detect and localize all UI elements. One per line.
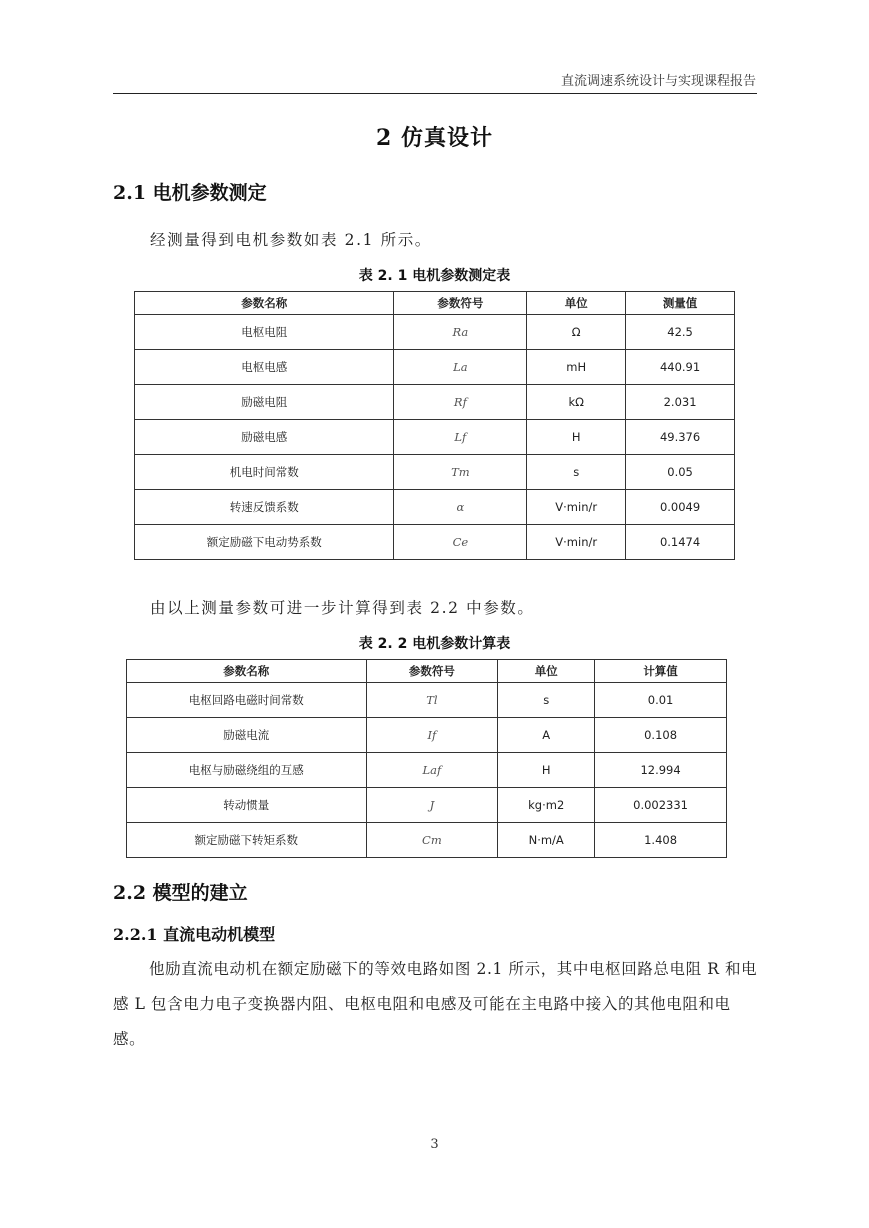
param-name: 额定励磁下转矩系数 <box>127 823 367 858</box>
param-symbol: Ra <box>394 315 527 350</box>
table-row <box>127 753 727 788</box>
param-value: 0.002331 <box>595 788 727 823</box>
paragraph-text: 他励直流电动机在额定励磁下的等效电路如图 2.1 所示，其中电枢回路总电阻 R 和电感 L 包含电力电子变换器内阻、电枢电阻和电感及可能在主电路中接入的其他电阻和电感。 <box>113 960 758 1048</box>
table-1-caption: 表 2. 1 电机参数测定表 <box>358 268 511 284</box>
param-value: 0.01 <box>595 683 727 718</box>
col-header-symbol: 参数符号 <box>394 292 527 315</box>
param-symbol: La <box>394 350 527 385</box>
param-value: 0.05 <box>626 455 735 490</box>
param-name: 电枢电感 <box>135 350 394 385</box>
table-row <box>127 683 727 718</box>
table-2 <box>126 659 727 858</box>
col-header-name: 参数名称 <box>127 660 367 683</box>
param-name: 额定励磁下电动势系数 <box>135 525 394 560</box>
table-2-caption: 表 2. 2 电机参数计算表 <box>358 636 511 652</box>
table-row <box>135 350 735 385</box>
param-value: 42.5 <box>626 315 735 350</box>
param-name: 机电时间常数 <box>135 455 394 490</box>
chapter-title: 2 仿真设计 <box>376 125 493 151</box>
table-row <box>135 315 735 350</box>
between-tables-text: 由以上测量参数可进一步计算得到表 2.2 中参数。 <box>150 599 535 617</box>
param-symbol: If <box>366 718 498 753</box>
table-row <box>135 455 735 490</box>
running-header: 直流调速系统设计与实现课程报告 <box>560 74 756 89</box>
table-row <box>135 490 735 525</box>
param-unit: kΩ <box>527 385 626 420</box>
param-value: 12.994 <box>595 753 727 788</box>
page-number: 3 <box>430 1137 439 1152</box>
section-2-1-intro: 经测量得到电机参数如表 2.1 所示。 <box>150 231 432 249</box>
param-name: 电枢回路电磁时间常数 <box>127 683 367 718</box>
header-rule <box>113 93 757 94</box>
col-header-symbol: 参数符号 <box>366 660 498 683</box>
table-row <box>127 788 727 823</box>
table-row <box>135 420 735 455</box>
param-symbol: Ce <box>394 525 527 560</box>
param-name: 转速反馈系数 <box>135 490 394 525</box>
param-symbol: J <box>366 788 498 823</box>
param-name: 电枢电阻 <box>135 315 394 350</box>
param-value: 0.0049 <box>626 490 735 525</box>
param-unit: V·min/r <box>527 490 626 525</box>
param-symbol: Lf <box>394 420 527 455</box>
section-heading-2-1: 2.1 电机参数测定 <box>113 182 267 204</box>
param-name: 励磁电阻 <box>135 385 394 420</box>
param-name: 励磁电流 <box>127 718 367 753</box>
param-unit: H <box>527 420 626 455</box>
param-unit: H <box>498 753 595 788</box>
param-unit: mH <box>527 350 626 385</box>
param-unit: A <box>498 718 595 753</box>
param-name: 励磁电感 <box>135 420 394 455</box>
table-1 <box>134 291 735 560</box>
param-symbol: Rf <box>394 385 527 420</box>
param-symbol: Tm <box>394 455 527 490</box>
col-header-name: 参数名称 <box>135 292 394 315</box>
param-value: 2.031 <box>626 385 735 420</box>
col-header-unit: 单位 <box>498 660 595 683</box>
param-unit: s <box>498 683 595 718</box>
param-value: 0.1474 <box>626 525 735 560</box>
param-unit: s <box>527 455 626 490</box>
col-header-unit: 单位 <box>527 292 626 315</box>
param-symbol: Tl <box>366 683 498 718</box>
section-heading-2-2: 2.2 模型的建立 <box>113 882 248 904</box>
table-row <box>127 823 727 858</box>
param-symbol: Laf <box>366 753 498 788</box>
col-header-value: 测量值 <box>626 292 735 315</box>
param-value: 49.376 <box>626 420 735 455</box>
param-value: 0.108 <box>595 718 727 753</box>
section-heading-2-2-1: 2.2.1 直流电动机模型 <box>113 925 276 944</box>
param-unit: V·min/r <box>527 525 626 560</box>
param-symbol: α <box>394 490 527 525</box>
table-row <box>135 525 735 560</box>
param-unit: Ω <box>527 315 626 350</box>
table-row <box>127 718 727 753</box>
table-header-row <box>135 292 735 315</box>
param-value: 440.91 <box>626 350 735 385</box>
param-unit: kg·m2 <box>498 788 595 823</box>
col-header-value: 计算值 <box>595 660 727 683</box>
section-2-2-1-paragraph <box>113 952 758 1057</box>
param-symbol: Cm <box>366 823 498 858</box>
param-name: 转动惯量 <box>127 788 367 823</box>
table-row <box>135 385 735 420</box>
param-name: 电枢与励磁绕组的互感 <box>127 753 367 788</box>
table-header-row <box>127 660 727 683</box>
param-unit: N·m/A <box>498 823 595 858</box>
param-value: 1.408 <box>595 823 727 858</box>
